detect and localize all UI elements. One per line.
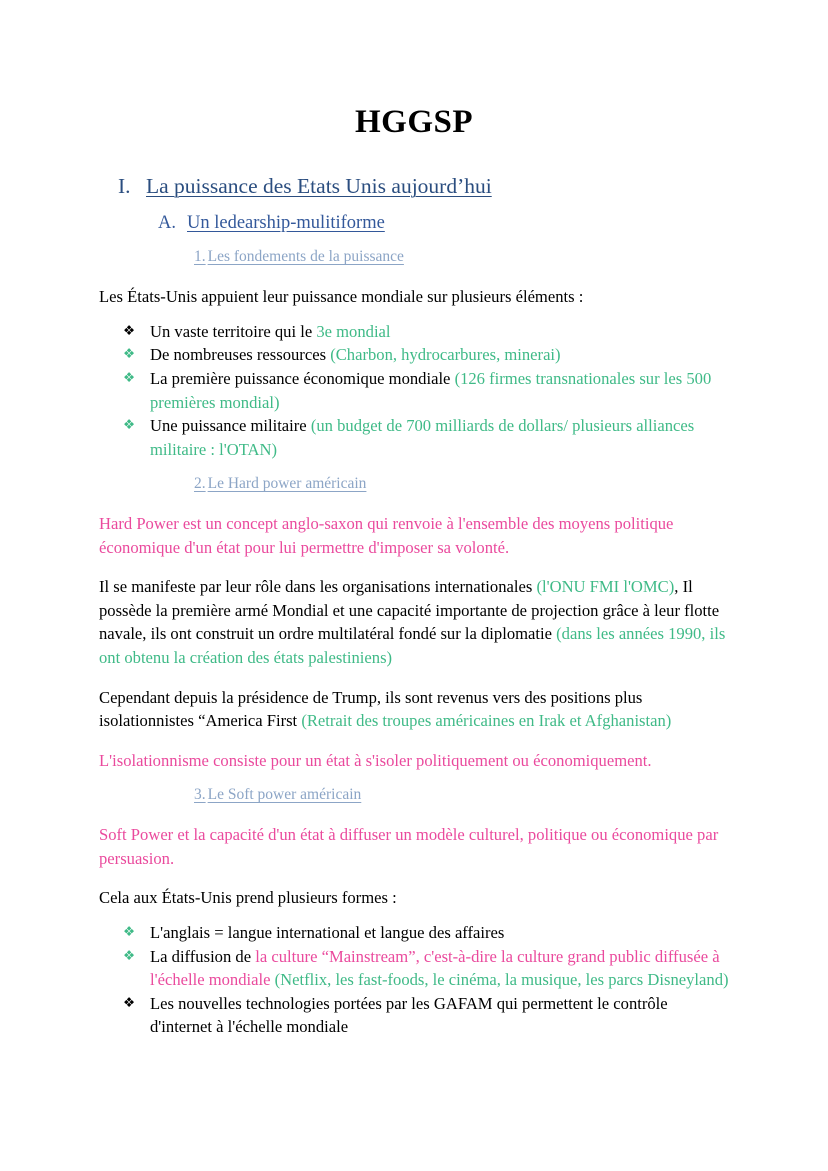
diamond-bullet-icon: ❖ xyxy=(123,417,136,434)
text-run-0: Il se manifeste par leur rôle dans les organisations internationales xyxy=(99,577,537,597)
heading-level-3-hard-power xyxy=(0,475,828,493)
list-item xyxy=(123,367,730,414)
list-item xyxy=(123,343,730,367)
list-item-text xyxy=(150,320,730,344)
text-run-2: (Netflix, les fast-foods, le cinéma, la musique, les parcs Disneyland) xyxy=(274,970,729,990)
text-run-0: L'anglais = langue international et langue des affaires xyxy=(150,922,505,942)
diamond-bullet-icon: ❖ xyxy=(123,346,136,363)
heading-level-3-text: Les fondements de la puissance xyxy=(207,248,404,266)
bullet-list-soft-power xyxy=(0,921,828,1039)
text-run-0: Les nouvelles technologies portées par les GAFAM qui permettent le contrôle d'internet à l'échelle mondiale xyxy=(150,993,668,1037)
paragraph-trump-isolationnisme xyxy=(0,686,828,733)
list-item-text xyxy=(150,414,730,461)
text-run-2: , Il possède la première armé Mondial et une capacité importante de projection grâce à leur flotte navale, ils ont construit un ordre multilatéral fondé sur la diplomatie xyxy=(99,577,720,644)
list-item xyxy=(123,921,730,945)
paragraph-manifestation xyxy=(0,575,828,669)
text-run-0: Un vaste territoire qui le xyxy=(150,321,317,341)
text-run-0: Cependant depuis la présidence de Trump, ils sont revenus vers des positions plus isolationnistes “America First xyxy=(99,687,643,731)
diamond-bullet-icon: ❖ xyxy=(123,369,136,386)
list-item xyxy=(123,414,730,461)
list-item xyxy=(123,992,730,1039)
text-run-1: (Charbon, hydrocarbures, minerai) xyxy=(330,345,561,365)
text-run-1: 3e mondial xyxy=(316,321,391,341)
text-run-0: La première puissance économique mondiale xyxy=(150,368,455,388)
heading-level-1-number: I. xyxy=(118,174,131,199)
heading-level-2-number: A. xyxy=(158,213,176,234)
list-item xyxy=(123,945,730,992)
diamond-bullet-icon: ❖ xyxy=(123,994,136,1011)
list-item-text xyxy=(150,992,730,1039)
heading-level-2 xyxy=(0,213,828,234)
text-run-0: De nombreuses ressources xyxy=(150,345,331,365)
heading-level-3-number: 3. xyxy=(194,786,206,804)
bullet-list-fondements xyxy=(0,320,828,461)
intro-paragraph-soft-power: Cela aux États-Unis prend plusieurs formes : xyxy=(99,888,397,908)
heading-level-1-text: La puissance des Etats Unis aujourd’hui xyxy=(146,174,492,199)
text-run-1: (l'ONU FMI l'OMC) xyxy=(536,577,675,597)
text-run-3: (dans les années 1990, ils ont obtenu la création des états palestiniens) xyxy=(99,624,726,668)
heading-level-3-fondements xyxy=(0,248,828,266)
list-item-text xyxy=(150,945,730,992)
text-run-0: Une puissance militaire xyxy=(150,416,311,436)
heading-level-3-text: Le Soft power américain xyxy=(207,786,362,804)
page-title: HGGSP xyxy=(354,104,474,140)
intro-paragraph-fondements: Les États-Unis appuient leur puissance mondiale sur plusieurs éléments : xyxy=(99,287,584,307)
definition-soft-power: Soft Power et la capacité d'un état à diffuser un modèle culturel, politique ou économique par persuasion. xyxy=(99,825,719,868)
diamond-bullet-icon: ❖ xyxy=(123,947,136,964)
list-item-text xyxy=(150,921,730,945)
heading-level-3-soft-power xyxy=(0,786,828,804)
text-run-1: la culture “Mainstream”, c'est-à-dire la culture grand public diffusée à l'échelle mondiale xyxy=(150,946,720,990)
heading-level-3-number: 2. xyxy=(194,475,206,493)
text-run-0: La diffusion de xyxy=(150,946,256,966)
diamond-bullet-icon: ❖ xyxy=(123,322,136,339)
heading-level-1 xyxy=(0,174,828,199)
list-item xyxy=(123,320,730,344)
definition-isolationnisme: L'isolationnisme consiste pour un état à s'isoler politiquement ou économiquement. xyxy=(99,750,652,770)
heading-level-3-text: Le Hard power américain xyxy=(207,475,367,493)
list-item-text xyxy=(150,367,730,414)
list-item-text xyxy=(150,343,730,367)
text-run-1: (Retrait des troupes américaines en Irak et Afghanistan) xyxy=(301,711,672,731)
heading-level-3-number: 1. xyxy=(194,248,206,266)
heading-level-2-text: Un ledearship-mulitiforme xyxy=(187,213,385,234)
diamond-bullet-icon: ❖ xyxy=(123,923,136,940)
text-run-1: (126 firmes transnationales sur les 500 premières mondial) xyxy=(150,368,712,412)
definition-hard-power: Hard Power est un concept anglo-saxon qui renvoie à l'ensemble des moyens politique économique d'un état pour lui permettre d'imposer sa volonté. xyxy=(99,514,674,557)
text-run-1: (un budget de 700 milliards de dollars/ plusieurs alliances militaire : l'OTAN) xyxy=(150,416,695,459)
